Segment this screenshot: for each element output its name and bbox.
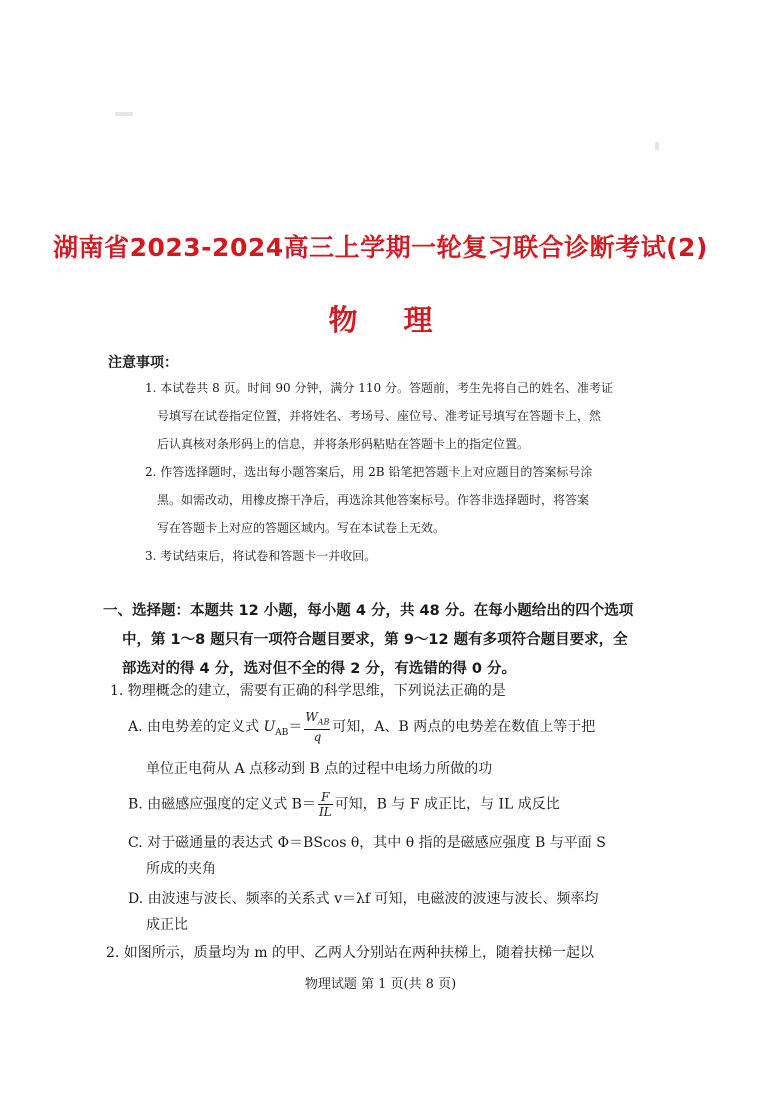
section-line: 部选对的得 4 分，选对但不全的得 2 分，有选错的得 0 分。 — [122, 661, 517, 677]
notes-heading: 注意事项： — [108, 355, 178, 371]
section-instructions — [103, 597, 673, 684]
option-a-prefix: A. 由电势差的定义式 — [128, 719, 264, 736]
question-2-stem: 2. 如图所示，质量均为 m 的甲、乙两人分别站在两种扶梯上，随着扶梯一起以 — [106, 945, 594, 961]
question-1-option-c-continued: 所成的夹角 — [146, 861, 216, 877]
section-line: 一、选择题：本题共 12 小题，每小题 4 分，共 48 分。在每小题给出的四个选项 — [103, 603, 634, 619]
note-line: 黑。如需改动，用橡皮擦干净后，再选涂其他答案标号。作答非选择题时，将答案 — [157, 493, 590, 507]
notes-list — [145, 374, 665, 570]
fraction-numerator — [304, 710, 330, 730]
question-1-stem: 1. 物理概念的建立，需要有正确的科学思维，下列说法正确的是 — [110, 683, 506, 699]
question-1-option-d-continued: 成正比 — [146, 917, 188, 933]
numerator-variable: W — [305, 710, 318, 724]
note-line: 3. 考试结束后，将试卷和答题卡一并收回。 — [145, 549, 377, 563]
page-footer: 物理试题 第 1 页(共 8 页) — [304, 977, 457, 992]
scan-artifact-mark — [115, 112, 133, 116]
fraction-denominator: IL — [318, 805, 332, 819]
note-line: 写在答题卡上对应的答题区域内。写在本试卷上无效。 — [157, 521, 446, 535]
option-b-suffix: 可知，B 与 F 成正比，与 IL 成反比 — [334, 796, 560, 813]
fraction-denominator: q — [313, 730, 322, 745]
option-b-prefix: B. 由磁感应强度的定义式 B＝ — [128, 796, 316, 813]
note-line: 号填写在试卷指定位置，并将姓名、考场号、座位号、准考证号填写在答题卡上，然 — [157, 409, 602, 423]
option-a-subscript: AB — [275, 728, 289, 738]
note-line: 2. 作答选择题时，选出每小题答案后，用 2B 铅笔把答题卡上对应题目的答案标号涂 — [145, 465, 593, 479]
question-1-option-a-continued: 单位正电荷从 A 点移动到 B 点的过程中电场力所做的功 — [146, 761, 493, 777]
question-1-option-b — [128, 790, 560, 819]
note-line: 后认真核对条形码上的信息，并将条形码粘贴在答题卡上的指定位置。 — [157, 437, 530, 451]
option-a-variable: U — [263, 719, 276, 736]
option-b-fraction — [318, 790, 333, 819]
section-line: 中，第 1～8 题只有一项符合题目要求，第 9～12 题有多项符合题目要求，全 — [122, 632, 628, 648]
fraction-numerator: F — [318, 790, 333, 805]
option-a-fraction — [304, 710, 330, 744]
exam-title: 湖南省2023-2024高三上学期一轮复习联合诊断考试(2) — [53, 233, 708, 262]
scan-artifact-mark — [655, 142, 659, 150]
question-1-option-c: C. 对于磁通量的表达式 Φ＝BScos θ，其中 θ 指的是磁感应强度 B 与平面 S — [128, 835, 606, 851]
question-1-option-a — [128, 710, 595, 744]
option-a-suffix: 可知，A、B 两点的电势差在数值上等于把 — [332, 719, 596, 736]
note-line: 1. 本试卷共 8 页。时间 90 分钟，满分 110 分。答题前，考生先将自己的姓名、准考证 — [145, 381, 613, 395]
numerator-subscript: AB — [317, 717, 330, 727]
question-1-option-d: D. 由波速与波长、频率的关系式 v＝λf 可知，电磁波的波速与波长、频率均 — [128, 891, 599, 907]
subject-title: 物理 — [328, 303, 479, 337]
option-a-equals: ＝ — [288, 719, 303, 736]
